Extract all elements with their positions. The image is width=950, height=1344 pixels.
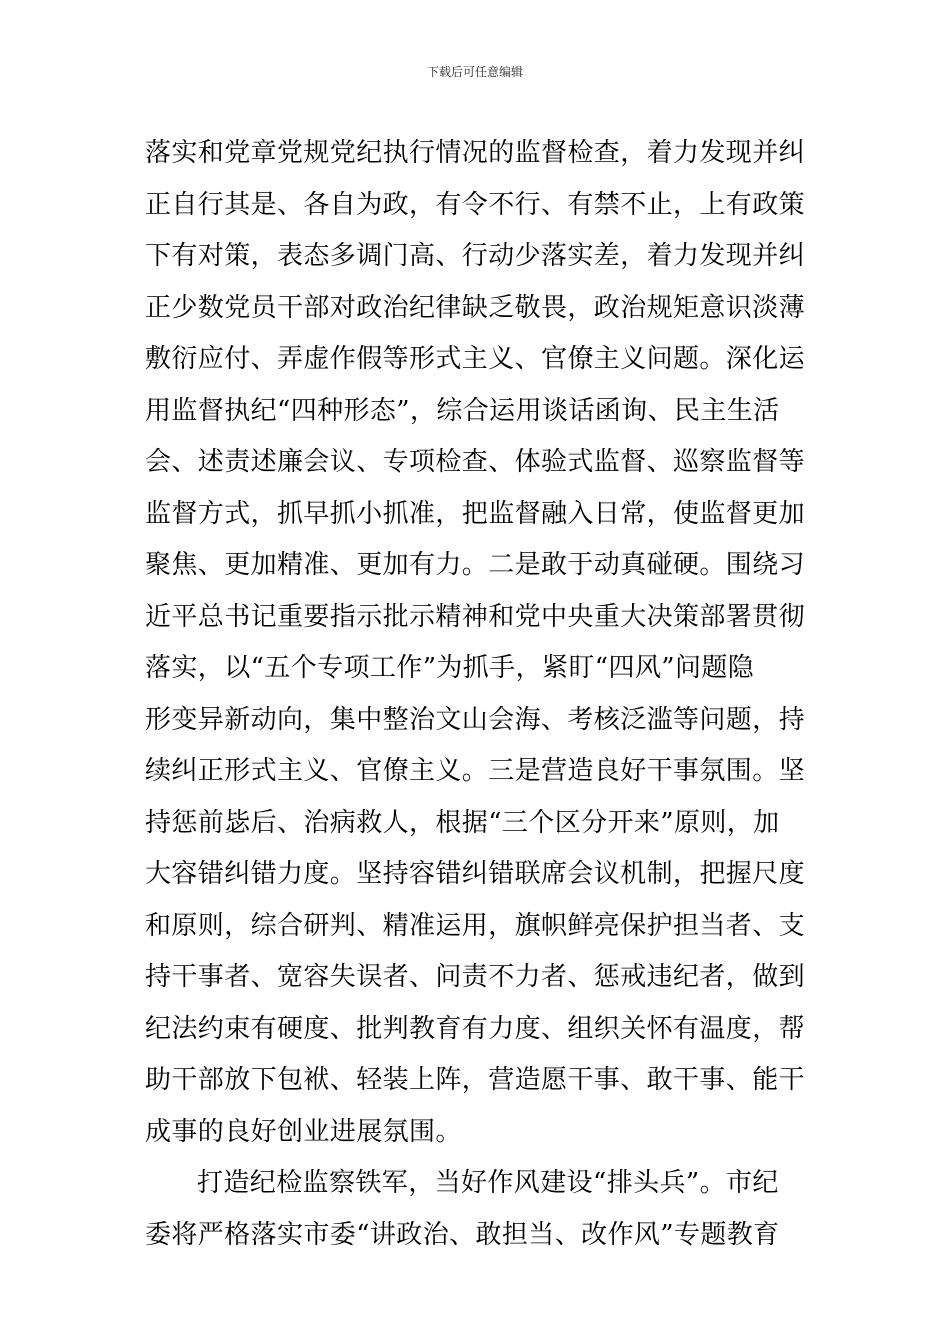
text-line: 持干事者、宽容失误者、问责不力者、惩戒违纪者，做到 — [145, 962, 806, 992]
text-line: 近平总书记重要指示批示精神和党中央重大决策部署贯彻 — [145, 601, 806, 632]
text-line: 持惩前毖后、治病救人，根据“三个区分开来”原则，加 — [145, 807, 780, 838]
body-text — [145, 128, 815, 1261]
text-line: 用监督执纪“四种形态”，综合运用谈话函询、民主生活 — [145, 395, 780, 426]
paragraph-first-line: 打造纪检监察铁军，当好作风建设“排头兵”。市纪 — [197, 1168, 779, 1198]
text-line: 纪法约束有硬度、批判教育有力度、组织关怀有温度，帮 — [145, 1013, 806, 1044]
text-line: 会、述责述廉会议、专项检查、体验式监督、巡察监督等 — [145, 447, 806, 477]
text-line: 监督方式，抓早抓小抓准，把监督融入日常，使监督更加 — [145, 498, 806, 529]
text-line: 下有对策，表态多调门高、行动少落实差，着力发现并纠 — [145, 241, 806, 271]
text-line: 助干部放下包袱、轻装上阵，营造愿干事、敢干事、能干 — [145, 1065, 806, 1095]
text-line: 正自行其是、各自为政，有令不行、有禁不止，上有政策 — [145, 189, 806, 220]
text-line: 聚焦、更加精准、更加有力。二是敢于动真碰硬。围绕习 — [145, 550, 806, 580]
text-line: 委将严格落实市委“讲政治、敢担当、改作风”专题教育 — [145, 1219, 780, 1250]
text-line: 续纠正形式主义、官僚主义。三是营造良好干事氛围。坚 — [145, 756, 806, 786]
text-line: 成事的良好创业进展氛围。 — [145, 1116, 462, 1147]
page-header-caption: 下载后可任意编辑 — [426, 65, 523, 79]
text-line: 形变异新动向，集中整治文山会海、考核泛滥等问题，持 — [145, 704, 806, 735]
text-line: 落实，以“五个专项工作”为抓手，紧盯“四风”问题隐 — [145, 653, 755, 683]
text-line: 正少数党员干部对政治纪律缺乏敬畏，政治规矩意识淡薄 — [145, 292, 806, 323]
text-line: 大容错纠错力度。坚持容错纠错联席会议机制，把握尺度 — [145, 859, 806, 889]
text-line: 敷衍应付、弄虚作假等形式主义、官僚主义问题。深化运 — [145, 344, 806, 374]
text-line: 和原则，综合研判、精准运用，旗帜鲜亮保护担当者、支 — [145, 910, 806, 941]
text-line: 落实和党章党规党纪执行情况的监督检查，着力发现并纠 — [145, 138, 806, 168]
